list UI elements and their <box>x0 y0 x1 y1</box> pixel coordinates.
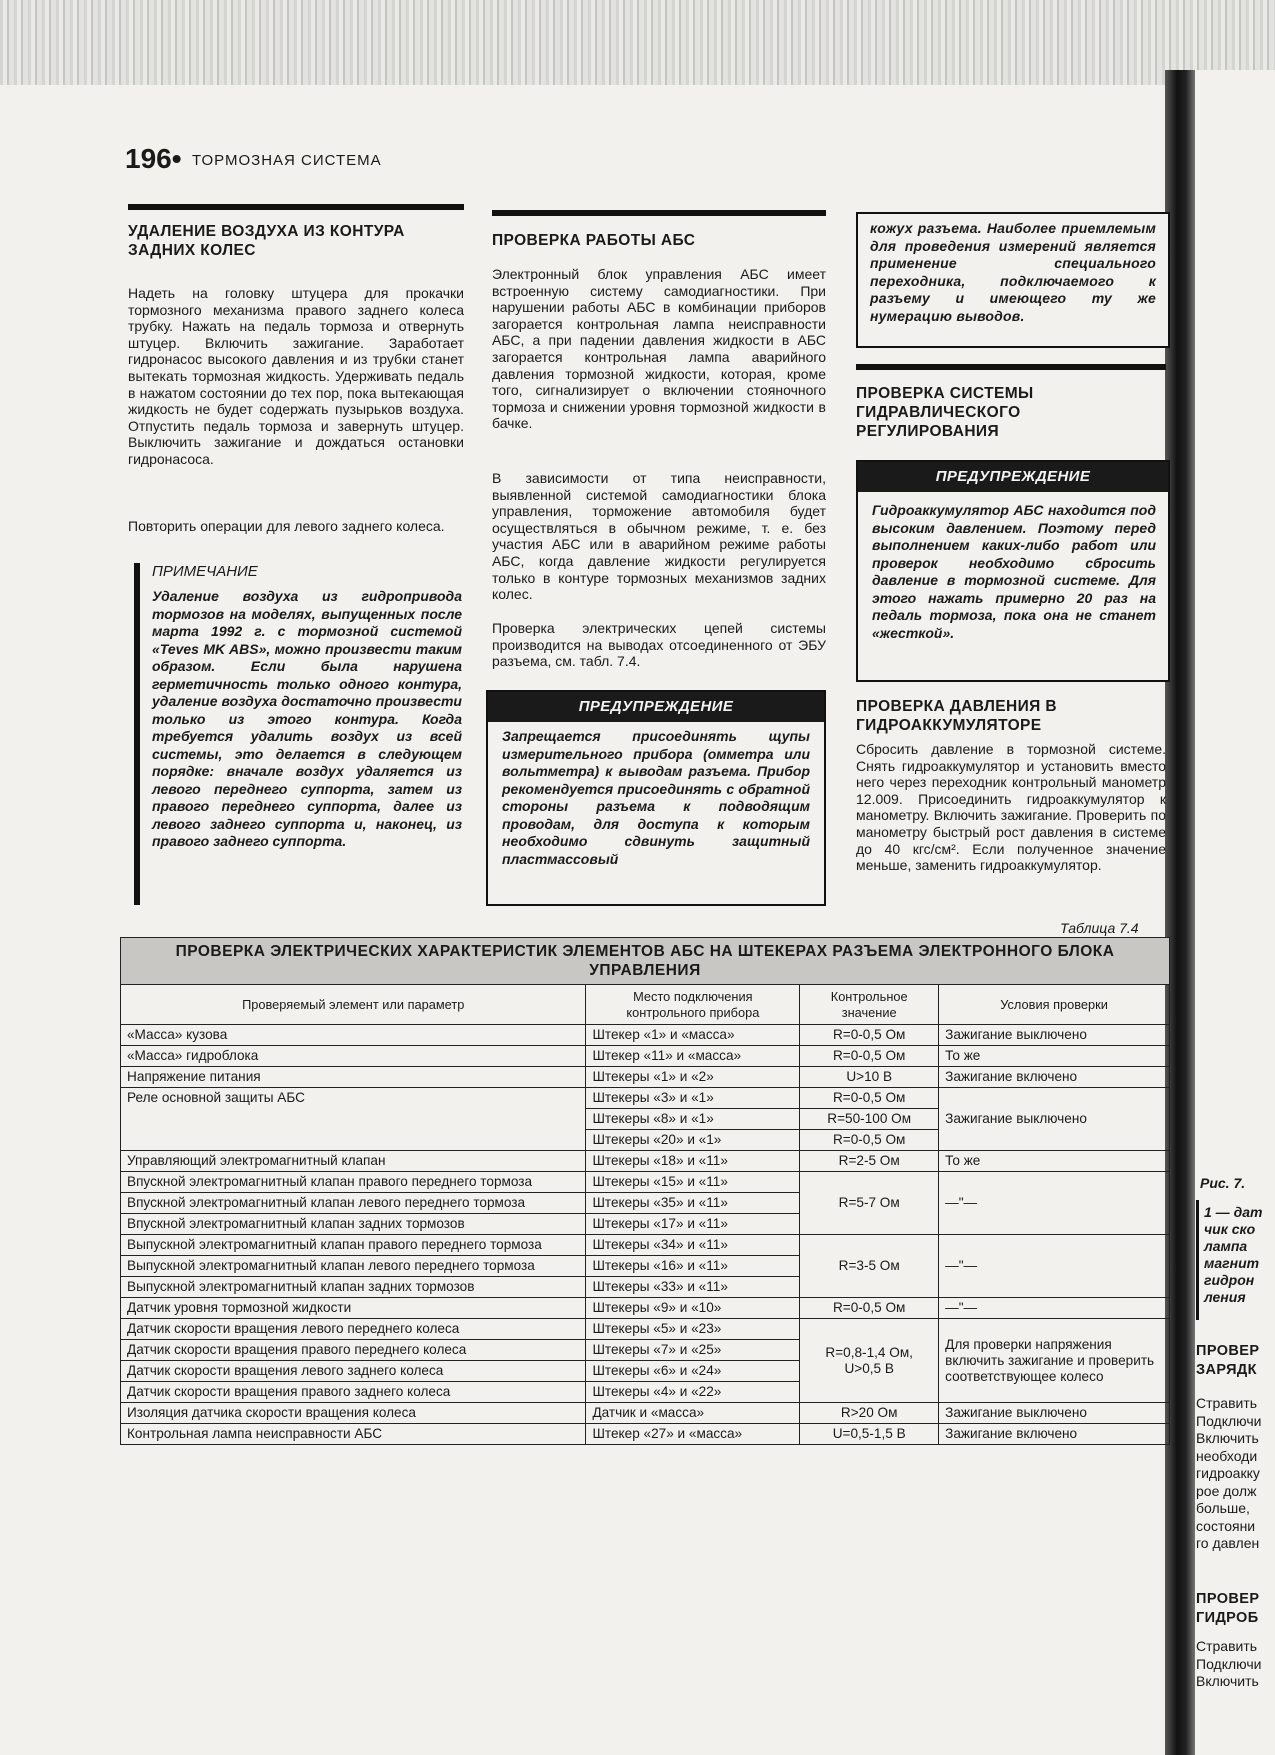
table-row <box>121 1319 1170 1340</box>
figure-caption-lines: 1 — дат чик ско лампа магнит гидрон ления <box>1204 1204 1263 1305</box>
table-cell: U=0,5-1,5 В <box>800 1424 939 1445</box>
table-cell: R=5-7 Ом <box>800 1172 939 1235</box>
heading-bleed-rear: УДАЛЕНИЕ ВОЗДУХА ИЗ КОНТУРА ЗАДНИХ КОЛЕС <box>128 223 405 259</box>
warning-box-continued <box>856 212 1170 348</box>
table-cell: Изоляция датчика скорости вращения колеса <box>121 1403 586 1424</box>
table-cell: Штекеры «4» и «22» <box>586 1382 800 1403</box>
table-cell: Реле основной защиты АБС <box>121 1088 586 1151</box>
table-cell: Датчик скорости вращения левого заднего колеса <box>121 1361 586 1382</box>
figure-caption-fragment: Рис. 7. <box>1200 1175 1246 1191</box>
table-cell: R=0-0,5 Ом <box>800 1130 939 1151</box>
table-cell: Зажигание включено <box>939 1067 1170 1088</box>
heading-abs-check: ПРОВЕРКА РАБОТЫ АБС <box>492 232 696 249</box>
adjacent-text-2: Стравить Подключи Включить <box>1196 1638 1262 1689</box>
note-title: ПРИМЕЧАНИЕ <box>152 563 258 580</box>
warning-title-2: ПРЕДУПРЕЖДЕНИЕ <box>858 462 1168 492</box>
heading-accumulator: ПРОВЕРКА ДАВЛЕНИЯ В ГИДРОАККУМУЛЯТОРЕ <box>856 698 1057 734</box>
table-cell: R=0-0,5 Ом <box>800 1025 939 1046</box>
section-title: ТОРМОЗНАЯ СИСТЕМА <box>192 152 382 169</box>
table-cell: R=3-5 Ом <box>800 1235 939 1298</box>
table-cell: Впускной электромагнитный клапан левого переднего тормоза <box>121 1193 586 1214</box>
table-title: ПРОВЕРКА ЭЛЕКТРИЧЕСКИХ ХАРАКТЕРИСТИК ЭЛЕМЕНТОВ АБС НА ШТЕКЕРАХ РАЗЪЕМА ЭЛЕКТРОННОГО БЛОКА УПРАВЛЕНИЯ <box>121 938 1170 985</box>
table-cell: Штекеры «34» и «11» <box>586 1235 800 1256</box>
table-cell: То же <box>939 1151 1170 1172</box>
table-cell: «Масса» кузова <box>121 1025 586 1046</box>
table-cell: Датчик скорости вращения правого переднего колеса <box>121 1340 586 1361</box>
table-cell: U>10 В <box>800 1067 939 1088</box>
heading-rule <box>128 204 464 210</box>
table-cell: —"— <box>939 1172 1170 1235</box>
page-number: 196• <box>125 143 182 174</box>
table-cell: Контрольная лампа неисправности АБС <box>121 1424 586 1445</box>
figure-caption-rule <box>1196 1200 1199 1320</box>
table-cell: Для проверки напряжения включить зажигание и проверить соответствующее колесо <box>939 1319 1170 1403</box>
table-cell: Выпускной электромагнитный клапан правого переднего тормоза <box>121 1235 586 1256</box>
table-cell: Датчик скорости вращения правого заднего колеса <box>121 1382 586 1403</box>
table-cell: Датчик скорости вращения левого переднего колеса <box>121 1319 586 1340</box>
table-cell: Штекеры «20» и «1» <box>586 1130 800 1151</box>
table-cell: Штекеры «33» и «11» <box>586 1277 800 1298</box>
note-text: Удаление воздуха из гидропривода тормозов на моделях, выпущенных после марта 1992 г. с тормозной системой «Teves MK ABS», можно произвести таким образом. Если была нарушена герметичность только одного контура, удаление воздуха достаточно произвести только из этого контура. Когда требуется удалить воздух из всей системы, это делается в следующем порядке: вначале воздух удаляется из левого переднего суппорта, затем из правого переднего суппорта, далее из левого заднего суппорта и, наконец, из правого заднего суппорта. <box>152 588 462 849</box>
warning-title: ПРЕДУПРЕЖДЕНИЕ <box>488 692 824 722</box>
table-cell: Штекеры «15» и «11» <box>586 1172 800 1193</box>
table-cell: Штекеры «8» и «1» <box>586 1109 800 1130</box>
adjacent-text-1: Стравить Подключи Включить необходи гидроакку рое долж больше, состояни го давлен <box>1196 1395 1262 1551</box>
scan-top-noise <box>0 0 1275 85</box>
table-cell: Штекеры «18» и «11» <box>586 1151 800 1172</box>
table-cell: Штекеры «35» и «11» <box>586 1193 800 1214</box>
heading-rule <box>492 210 826 216</box>
table-cell: Штекеры «3» и «1» <box>586 1088 800 1109</box>
table-cell: —"— <box>939 1235 1170 1298</box>
table-row <box>121 1025 1170 1046</box>
table-row <box>121 1298 1170 1319</box>
heading-hydraulic: ПРОВЕРКА СИСТЕМЫ ГИДРАВЛИЧЕСКОГО РЕГУЛИРОВАНИЯ <box>856 385 1034 440</box>
table-cell: —"— <box>939 1298 1170 1319</box>
warning-text-2: Гидроаккумулятор АБС находится под высоким давлением. Поэтому перед выполнением каких-либо работ или проверок необходимо сбросить давление в тормозной системе. Для этого нажать примерно 20 раз на педаль тормоза, пока она не станет «жесткой». <box>872 502 1156 641</box>
bleed-rear-text-2: Повторить операции для левого заднего колеса. <box>128 518 445 534</box>
column-header: Проверяемый элемент или параметр <box>121 985 586 1025</box>
table-row <box>121 1067 1170 1088</box>
table-cell: Штекер «1» и «масса» <box>586 1025 800 1046</box>
table-cell: Штекеры «6» и «24» <box>586 1361 800 1382</box>
table-row <box>121 1088 1170 1109</box>
table-cell: Напряжение питания <box>121 1067 586 1088</box>
table-cell: Штекер «11» и «масса» <box>586 1046 800 1067</box>
table-cell: Зажигание выключено <box>939 1403 1170 1424</box>
table-cell: R>20 Ом <box>800 1403 939 1424</box>
table-cell: Датчик и «масса» <box>586 1403 800 1424</box>
table-cell: Управляющий электромагнитный клапан <box>121 1151 586 1172</box>
table-cell: R=2-5 Ом <box>800 1151 939 1172</box>
column-header: Условия проверки <box>939 985 1170 1025</box>
table-cell: Впускной электромагнитный клапан правого переднего тормоза <box>121 1172 586 1193</box>
table-cell: «Масса» гидроблока <box>121 1046 586 1067</box>
electrical-check-table <box>120 937 1170 1445</box>
table-cell: Впускной электромагнитный клапан задних тормозов <box>121 1214 586 1235</box>
warning-continued-text: кожух разъема. Наиболее приемлемым для проведения измерений является применение специального переходника, подключаемого к разъему и имеющего ту же нумерацию выводов. <box>870 220 1156 324</box>
table-cell: R=0,8-1,4 Ом, U>0,5 В <box>800 1319 939 1403</box>
table-cell: Выпускной электромагнитный клапан задних тормозов <box>121 1277 586 1298</box>
table-cell: Штекеры «17» и «11» <box>586 1214 800 1235</box>
bleed-rear-text: Надеть на головку штуцера для прокачки тормозного механизма правого заднего колеса трубку. Нажать на педаль тормоза и отвернуть штуцер. Включить зажигание. Заработает гидронасос высокого давления и из трубки станет вытекать тормозная жидкость. Удерживать педаль в нажатом состоянии до тех пор, пока вытекающая жидкость не будет содержать пузырьков воздуха. Отпустить педаль тормоза и завернуть штуцер. Выключить зажигание и дождаться остановки гидронасоса. <box>128 285 464 467</box>
column-header: Контрольное значение <box>800 985 939 1025</box>
table-row <box>121 1046 1170 1067</box>
warning-text: Запрещается присоединять щупы измерительного прибора (омметра или вольтметра) к выводам разъема. Прибор рекомендуется присоединять с обратной стороны разъема к подводящим проводам, для доступа к которым необходимо сдвинуть защитный пластмассовый <box>502 728 810 867</box>
table-cell: Штекеры «7» и «25» <box>586 1340 800 1361</box>
warning-box <box>486 690 826 906</box>
table-row <box>121 1403 1170 1424</box>
abs-check-text-3: Проверка электрических цепей системы производится на выводах отсоединенного от ЭБУ разъема, см. табл. 7.4. <box>492 620 826 670</box>
column-header: Место подключения контрольного прибора <box>586 985 800 1025</box>
table-row <box>121 1172 1170 1193</box>
table-cell: R=0-0,5 Ом <box>800 1088 939 1109</box>
table-cell: То же <box>939 1046 1170 1067</box>
warning-box-hydraulic <box>856 460 1170 682</box>
heading-rule <box>856 364 1166 370</box>
table-cell: Зажигание включено <box>939 1424 1170 1445</box>
table-cell: Штекер «27» и «масса» <box>586 1424 800 1445</box>
accumulator-text: Сбросить давление в тормозной системе. Снять гидроаккумулятор и установить вместо него через переходник контрольный манометр 12.009. Присоединить гидроаккумулятор к манометру. Включить зажигание. Проверить по манометру быстрый рост давления в системе до 40 кгс/см². Если полученное значение меньше, заменить гидроаккумулятор. <box>856 741 1166 874</box>
table-cell: Штекеры «1» и «2» <box>586 1067 800 1088</box>
table-cell: Штекеры «5» и «23» <box>586 1319 800 1340</box>
table-label: Таблица 7.4 <box>1060 920 1139 936</box>
adjacent-heading-1: ПРОВЕР ЗАРЯДК <box>1196 1343 1260 1378</box>
table-cell: R=0-0,5 Ом <box>800 1298 939 1319</box>
abs-check-text-2: В зависимости от типа неисправности, выявленной системой самодиагностики блока управления, торможение автомобиля будет осуществляться в обычном режиме, т. е. без участия АБС или в аварийном режиме работы АБС, когда давление жидкости регулируется только в контуре тормозных механизмов задних колес. <box>492 470 826 603</box>
note-bar <box>134 563 140 905</box>
table-cell: R=50-100 Ом <box>800 1109 939 1130</box>
table-cell: R=0-0,5 Ом <box>800 1046 939 1067</box>
table-cell: Штекеры «9» и «10» <box>586 1298 800 1319</box>
table-row <box>121 1235 1170 1256</box>
table-cell: Штекеры «16» и «11» <box>586 1256 800 1277</box>
table-cell: Зажигание выключено <box>939 1088 1170 1151</box>
table-row <box>121 1424 1170 1445</box>
table-row <box>121 1151 1170 1172</box>
table-cell: Выпускной электромагнитный клапан левого переднего тормоза <box>121 1256 586 1277</box>
table-cell: Датчик уровня тормозной жидкости <box>121 1298 586 1319</box>
table-cell: Зажигание выключено <box>939 1025 1170 1046</box>
adjacent-heading-2: ПРОВЕР ГИДРОБ <box>1196 1591 1260 1626</box>
abs-check-text-1: Электронный блок управления АБС имеет встроенную систему самодиагностики. При нарушении работы АБС в комбинации приборов загорается контрольная лампа неисправности АБС, а при падении давления жидкости в АБС загорается контрольная лампа аварийного давления тормозной жидкости, которая, кроме того, сигнализирует о включении стояночного тормоза и снижении уровня тормозной жидкости в бачке. <box>492 266 826 432</box>
